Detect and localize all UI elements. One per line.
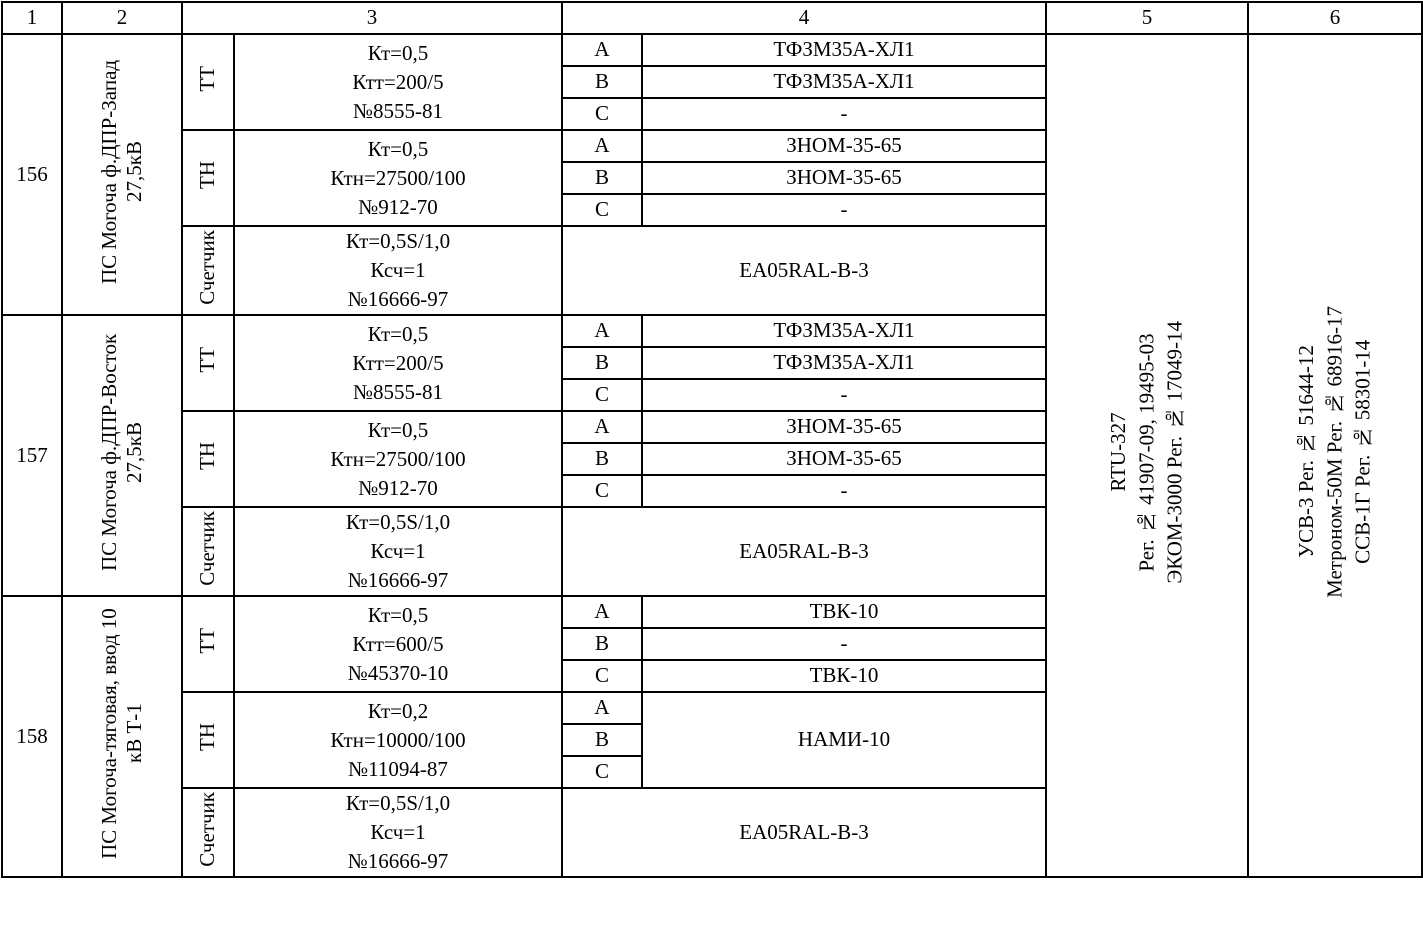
- param-line: №912-70: [358, 475, 438, 500]
- meter-model: EA05RAL-B-3: [562, 226, 1046, 315]
- col5-text: [1104, 321, 1189, 584]
- param-line: №45370-10: [347, 660, 449, 685]
- model-cell: НАМИ-10: [642, 692, 1046, 788]
- row-name: [62, 596, 182, 877]
- tn-params: [234, 411, 562, 507]
- phase-cell: A: [562, 34, 642, 66]
- param-line: Кт=0,5: [367, 602, 429, 627]
- phase-cell: B: [562, 347, 642, 379]
- phase-cell: B: [562, 724, 642, 756]
- tt-label-text: ТТ: [195, 628, 220, 654]
- phase-cell: C: [562, 660, 642, 692]
- param-line: Ксч=1: [370, 539, 426, 563]
- col6-cell: [1248, 34, 1422, 877]
- param-line: Кт=0,2: [367, 698, 429, 723]
- phase-cell: A: [562, 596, 642, 628]
- tt-label-text: ТТ: [195, 347, 220, 373]
- col5-cell: [1046, 34, 1248, 877]
- model-cell: ЗНОМ-35-65: [642, 443, 1046, 475]
- tt-params: [234, 596, 562, 692]
- meter-label-text: Счетчик: [195, 230, 220, 305]
- header-col-4: 4: [562, 2, 1046, 34]
- phase-cell: A: [562, 692, 642, 724]
- tn-label: [182, 130, 234, 226]
- header-row: [2, 2, 1422, 34]
- phase-cell: B: [562, 162, 642, 194]
- model-cell: ТФЗМ35А-ХЛ1: [642, 66, 1046, 98]
- meter-label-text: Счетчик: [195, 792, 220, 867]
- param-line: №8555-81: [352, 98, 444, 123]
- phase-cell: A: [562, 411, 642, 443]
- param-line: Ктн=27500/100: [330, 165, 466, 190]
- row-number: 157: [2, 315, 62, 596]
- param-line: №16666-97: [347, 568, 449, 592]
- tn-label: [182, 411, 234, 507]
- meter-params: [234, 788, 562, 877]
- header-col-2: 2: [62, 2, 182, 34]
- row-number: 158: [2, 596, 62, 877]
- model-cell: ЗНОМ-35-65: [642, 411, 1046, 443]
- model-cell: -: [642, 628, 1046, 660]
- model-cell: -: [642, 98, 1046, 130]
- meter-label: [182, 788, 234, 877]
- phase-cell: A: [562, 130, 642, 162]
- phase-cell: C: [562, 98, 642, 130]
- equipment-table: [1, 1, 1423, 878]
- header-col-5: 5: [1046, 2, 1248, 34]
- tn-params: [234, 692, 562, 788]
- model-cell: -: [642, 475, 1046, 507]
- param-line: Ктн=27500/100: [330, 446, 466, 471]
- phase-cell: C: [562, 475, 642, 507]
- header-col-6: 6: [1248, 2, 1422, 34]
- row-name-text: ПС Могоча ф.ДПР-Восток 27,5кВ: [96, 333, 146, 572]
- phase-cell: B: [562, 66, 642, 98]
- param-line: Ктн=10000/100: [330, 727, 466, 752]
- model-cell: ТВК-10: [642, 596, 1046, 628]
- tn-label-text: ТН: [195, 160, 220, 189]
- tt-label-text: ТТ: [195, 66, 220, 92]
- phase-cell: B: [562, 443, 642, 475]
- model-cell: -: [642, 194, 1046, 226]
- tn-label-text: ТН: [195, 722, 220, 751]
- param-line: Ксч=1: [370, 258, 426, 282]
- tn-label-text: ТН: [195, 441, 220, 470]
- phase-cell: C: [562, 194, 642, 226]
- phase-cell: C: [562, 756, 642, 788]
- model-cell: -: [642, 379, 1046, 411]
- model-cell: ТФЗМ35А-ХЛ1: [642, 34, 1046, 66]
- col6-line: ССВ-1Г Рег. № 58301-14: [1351, 340, 1376, 565]
- param-line: Кт=0,5S/1,0: [345, 229, 451, 253]
- param-line: №16666-97: [347, 849, 449, 873]
- tn-params: [234, 130, 562, 226]
- meter-params: [234, 226, 562, 315]
- tn-label: [182, 692, 234, 788]
- param-line: №8555-81: [352, 379, 444, 404]
- param-line: Кт=0,5: [367, 321, 429, 346]
- tt-label: [182, 315, 234, 411]
- row-name: [62, 34, 182, 315]
- param-line: Ксч=1: [370, 820, 426, 844]
- table-row: [2, 34, 1422, 66]
- meter-label-text: Счетчик: [195, 511, 220, 586]
- row-number: 156: [2, 34, 62, 315]
- param-line: №912-70: [358, 194, 438, 219]
- param-line: Кт=0,5: [367, 417, 429, 442]
- model-cell: ЗНОМ-35-65: [642, 162, 1046, 194]
- param-line: №16666-97: [347, 287, 449, 311]
- phase-cell: B: [562, 628, 642, 660]
- tt-label: [182, 34, 234, 130]
- header-col-3: 3: [182, 2, 562, 34]
- tt-label: [182, 596, 234, 692]
- header-col-1: 1: [2, 2, 62, 34]
- model-cell: ТФЗМ35А-ХЛ1: [642, 347, 1046, 379]
- col5-line: RTU-327: [1106, 412, 1131, 493]
- tt-params: [234, 34, 562, 130]
- meter-model: EA05RAL-B-3: [562, 788, 1046, 877]
- param-line: Кт=0,5: [367, 40, 429, 65]
- param-line: №11094-87: [348, 756, 448, 781]
- col5-line: Рег. № 41907-09, 19495-03: [1134, 333, 1159, 572]
- phase-cell: C: [562, 379, 642, 411]
- row-name-text: ПС Могоча ф.ДПР-Запад 27,5кВ: [96, 59, 146, 284]
- phase-cell: A: [562, 315, 642, 347]
- param-line: Ктт=200/5: [352, 350, 444, 375]
- col6-text: [1292, 306, 1377, 598]
- tt-params: [234, 315, 562, 411]
- model-cell: ТВК-10: [642, 660, 1046, 692]
- meter-label: [182, 226, 234, 315]
- meter-model: EA05RAL-B-3: [562, 507, 1046, 596]
- param-line: Кт=0,5S/1,0: [345, 791, 451, 815]
- model-cell: ЗНОМ-35-65: [642, 130, 1046, 162]
- param-line: Кт=0,5: [367, 136, 429, 161]
- col5-line: ЭКОМ-3000 Рег. № 17049-14: [1163, 321, 1188, 584]
- meter-label: [182, 507, 234, 596]
- param-line: Ктт=600/5: [352, 631, 444, 656]
- row-name-text: ПС Могоча-тяговая, ввод 10 кВ Т-1: [96, 608, 146, 859]
- param-line: Ктт=200/5: [352, 69, 444, 94]
- col6-line: Метроном-50М Рег. № 68916-17: [1322, 306, 1347, 599]
- param-line: Кт=0,5S/1,0: [345, 510, 451, 534]
- row-name: [62, 315, 182, 596]
- col6-line: УСВ-3 Рег. № 51644-12: [1294, 345, 1319, 559]
- meter-params: [234, 507, 562, 596]
- model-cell: ТФЗМ35А-ХЛ1: [642, 315, 1046, 347]
